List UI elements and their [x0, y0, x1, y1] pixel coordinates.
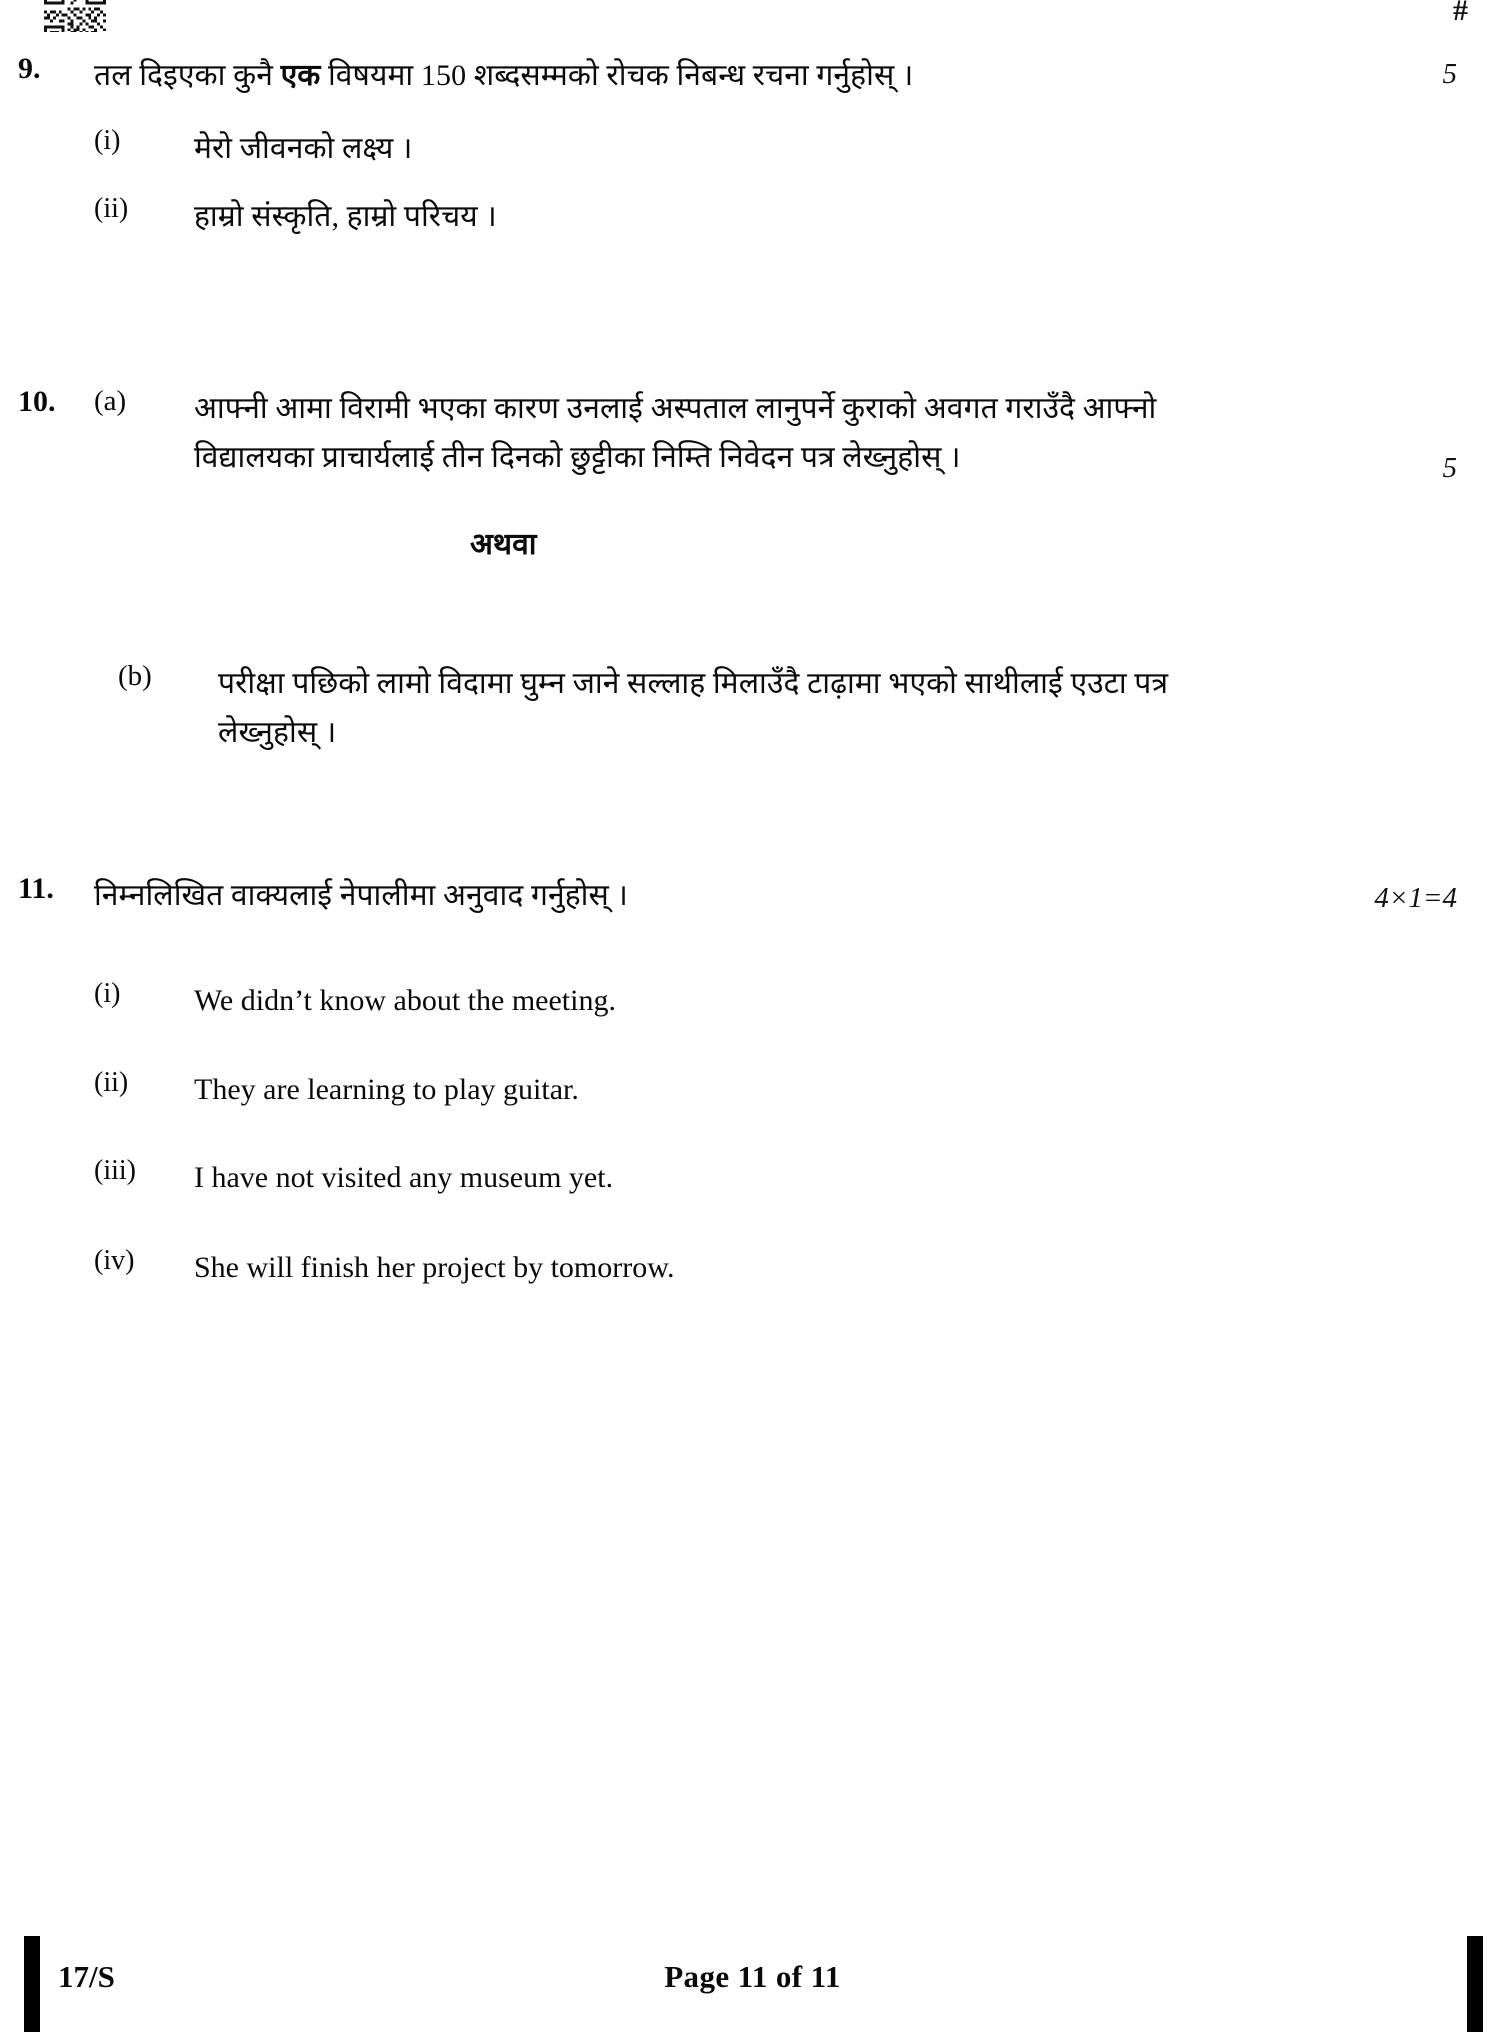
question-10-part-b-line2: लेख्नुहोस् ।: [218, 715, 337, 749]
question-11-item-iii: [94, 1155, 1294, 1200]
question-9-item-ii: [94, 193, 1294, 242]
question-11-item-iii-text: I have not visited any museum yet.: [194, 1161, 614, 1194]
question-10-part-a-line1: आफ्नी आमा विरामी भएका कारण उनलाई अस्पताल लानुपर्ने कुराको अवगत गराउँदै आफ्नो: [194, 392, 1157, 425]
question-9-marks: 5: [1442, 58, 1457, 90]
question-11-item-iii-label: (iii): [94, 1155, 136, 1186]
question-11-item-i-label: (i): [94, 978, 121, 1009]
question-11: [18, 872, 1218, 921]
question-11-item-ii-label: (ii): [94, 1067, 129, 1098]
question-10-part-b-body: [218, 660, 1398, 757]
question-10-part-b-line1: परीक्षा पछिको लामो विदामा घुम्न जाने सल्लाह मिलाउँदै टाढ़ामा भएको साथीलाई एउटा पत्र: [218, 667, 1169, 700]
question-10-part-b: [118, 660, 1438, 757]
question-11-item-ii-text: They are learning to play guitar.: [194, 1073, 579, 1106]
question-9-item-ii-label: (ii): [94, 193, 129, 224]
qr-code-icon: [44, 0, 106, 32]
question-9-text-part2: विषयमा 150 शब्दसम्मको रोचक निबन्ध रचना गर्नुहोस् ।: [320, 59, 914, 92]
page-footer: [0, 1914, 1505, 2034]
page-number-label: Page 11 of 11: [664, 1959, 841, 1994]
question-10-part-a-body: [194, 385, 1384, 482]
question-9-bold-word: एक: [280, 59, 321, 92]
question-10: [18, 385, 1418, 482]
question-9-item-i: [94, 125, 1294, 174]
paper-code: 17/S: [58, 1959, 115, 1994]
question-11-item-iv: [94, 1245, 1294, 1290]
question-10-or-separator: अथवा: [470, 528, 537, 561]
question-11-item-iv-label: (iv): [94, 1245, 135, 1276]
question-10-part-a-label: (a): [94, 385, 127, 417]
question-11-text: निम्नलिखित वाक्यलाई नेपालीमा अनुवाद गर्नुहोस् ।: [94, 879, 628, 912]
question-10-number: 10.: [18, 385, 56, 418]
question-11-marks: 4×1=4: [1374, 882, 1457, 914]
question-11-item-i-text: We didn’t know about the meeting.: [194, 984, 616, 1017]
question-9-text: [94, 52, 1194, 101]
question-10-part-a-line2: विद्यालयका प्राचार्यलाई तीन दिनको छुट्टीका निम्ति निवेदन पत्र लेख्नुहोस् ।: [194, 440, 961, 474]
page-header: [0, 0, 1505, 48]
question-9-item-i-text: मेरो जीवनको लक्ष्य ।: [194, 132, 413, 165]
question-9-text-part1: तल दिइएका कुनै: [94, 59, 281, 92]
question-11-item-ii: [94, 1067, 1294, 1112]
question-10-part-b-label: (b): [118, 660, 152, 692]
hash-mark: #: [1453, 0, 1467, 27]
question-11-number: 11.: [18, 872, 54, 905]
question-9-number: 9.: [18, 52, 41, 85]
question-9: [18, 52, 1358, 101]
question-9-item-ii-text: हाम्रो संस्कृति, हाम्रो परिचय ।: [194, 200, 497, 233]
question-11-item-iv-text: She will finish her project by tomorrow.: [194, 1251, 675, 1284]
question-10-marks: 5: [1442, 452, 1457, 484]
question-11-item-i: [94, 978, 1294, 1023]
question-9-item-i-label: (i): [94, 125, 121, 156]
